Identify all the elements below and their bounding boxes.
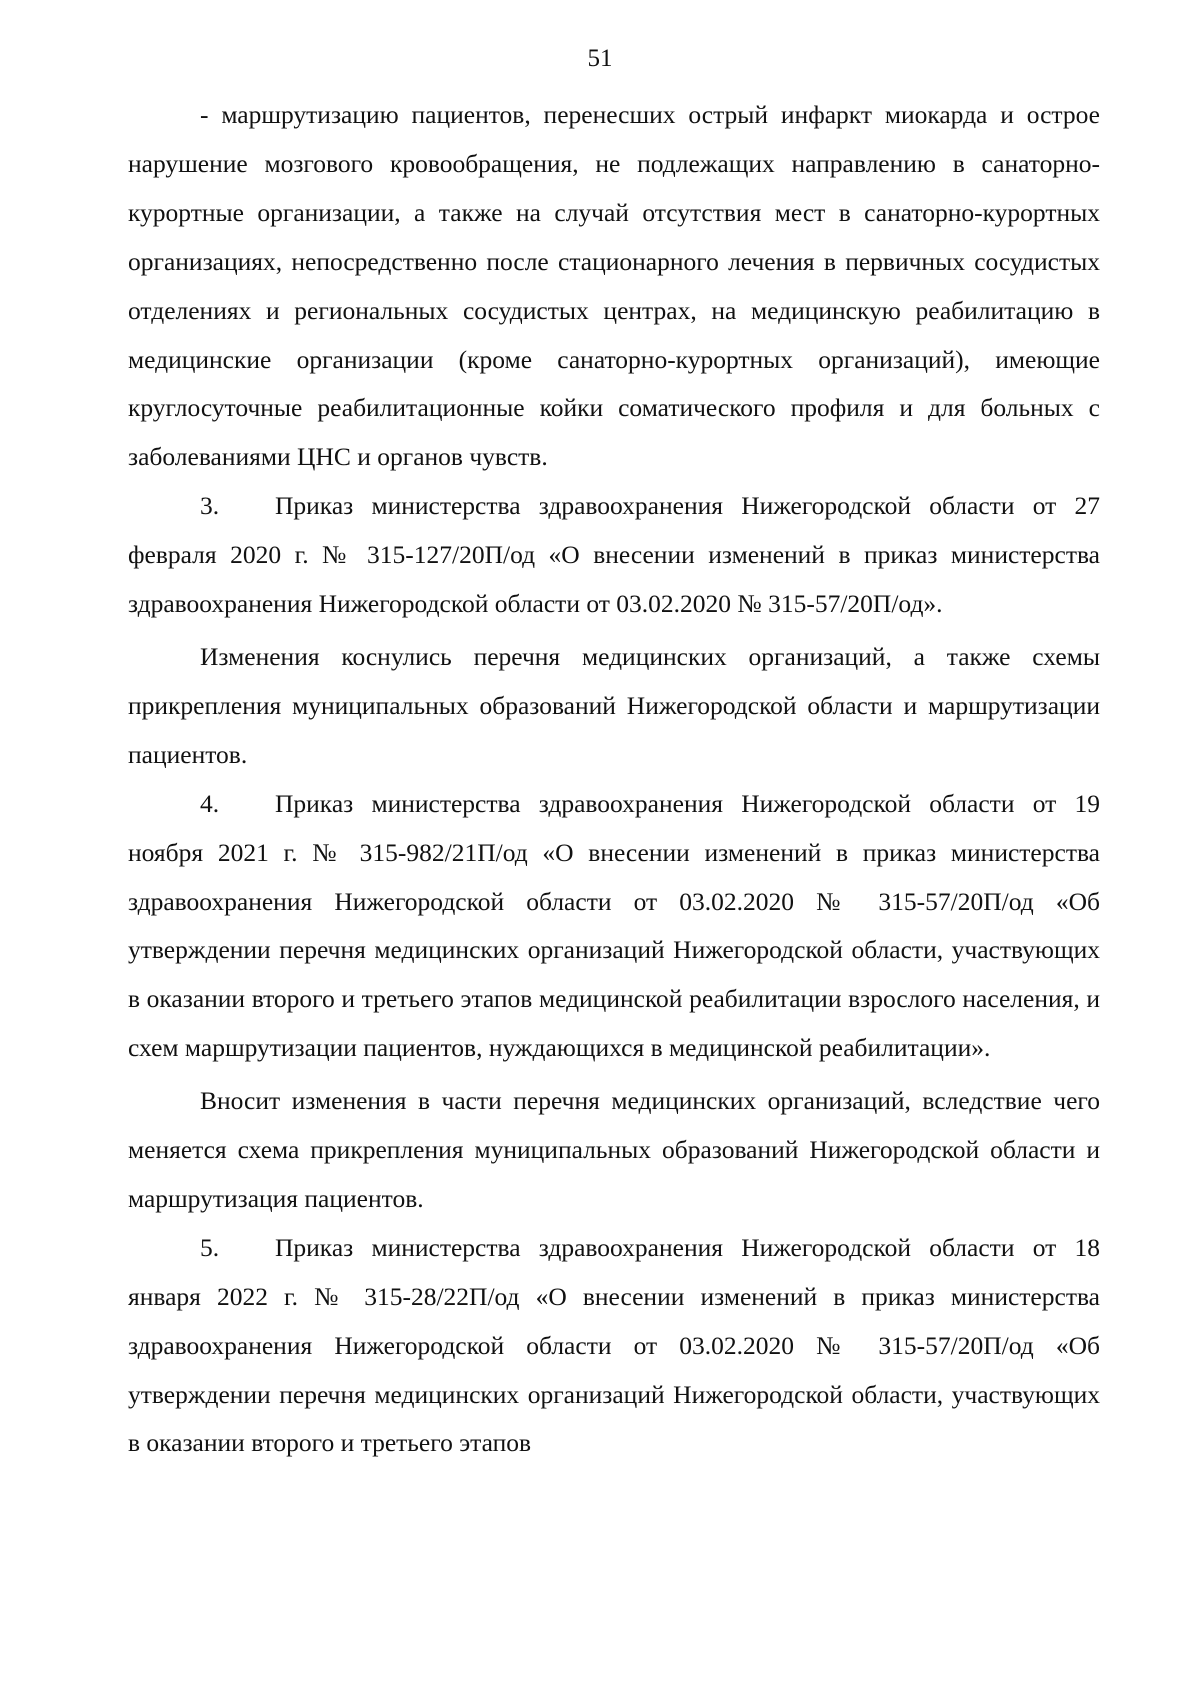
- paragraph-clause-3-summary: Изменения коснулись перечня медицинских организаций, а также схемы прикрепления муниципальных образований Нижегородской области и маршрутизации пациентов.: [128, 641, 1100, 769]
- clause-4: [128, 780, 1100, 1073]
- clause-3: [128, 482, 1100, 629]
- paragraph-routing-list-item: - маршрутизацию пациентов, перенесших острый инфаркт миокарда и острое нарушение мозгового кровообращения, не подлежащих направлению в санаторно-курортные организации, а также на случай отсутствия мест в санаторно-курортных организациях, непосредственно после стационарного лечения в первичных сосудистых отделениях и региональных сосудистых центрах, на медицинскую реабилитацию в медицинские организации (кроме санаторно-курортных организаций), имеющие круглосуточные реабилитационные койки соматического профиля и для больных с заболеваниями ЦНС и органов чувств.: [128, 100, 1100, 472]
- paragraph-clause-4-summary: Вносит изменения в части перечня медицинских организаций, вследствие чего меняется схема прикрепления муниципальных образований Нижегородской области и маршрутизация пациентов.: [128, 1086, 1100, 1213]
- clause-number: 4.: [200, 788, 220, 818]
- clause-5: [128, 1224, 1100, 1469]
- clause-text: Приказ министерства здравоохранения Нижегородской области от 18 января 2022 г. № 315-28/22П/од «О внесении изменений в приказ министерства здравоохранения Нижегородской области от 03.02.2020 № 315-57/20П/од «Об утверждении перечня медицинских организаций Нижегородской области, участвующих в оказании второго и третьего этапов: [128, 1232, 1100, 1458]
- clause-number: 5.: [200, 1232, 220, 1262]
- document-body: [128, 91, 1100, 1468]
- clause-text: Приказ министерства здравоохранения Нижегородской области от 27 февраля 2020 г. № 315-127/20П/од «О внесении изменений в приказ министерства здравоохранения Нижегородской области от 03.02.2020 № 315-57/20П/од».: [128, 491, 1100, 619]
- page-number: 51: [587, 45, 613, 72]
- clause-text: Приказ министерства здравоохранения Нижегородской области от 19 ноября 2021 г. № 315-982/21П/од «О внесении изменений в приказ министерства здравоохранения Нижегородской области от 03.02.2020 № 315-57/20П/од «Об утверждении перечня медицинских организаций Нижегородской области, участвующих в оказании второго и третьего этапов медицинской реабилитации взрослого населения, и схем маршрутизации пациентов, нуждающихся в медицинской реабилитации».: [128, 788, 1100, 1063]
- clause-number: 3.: [200, 491, 220, 521]
